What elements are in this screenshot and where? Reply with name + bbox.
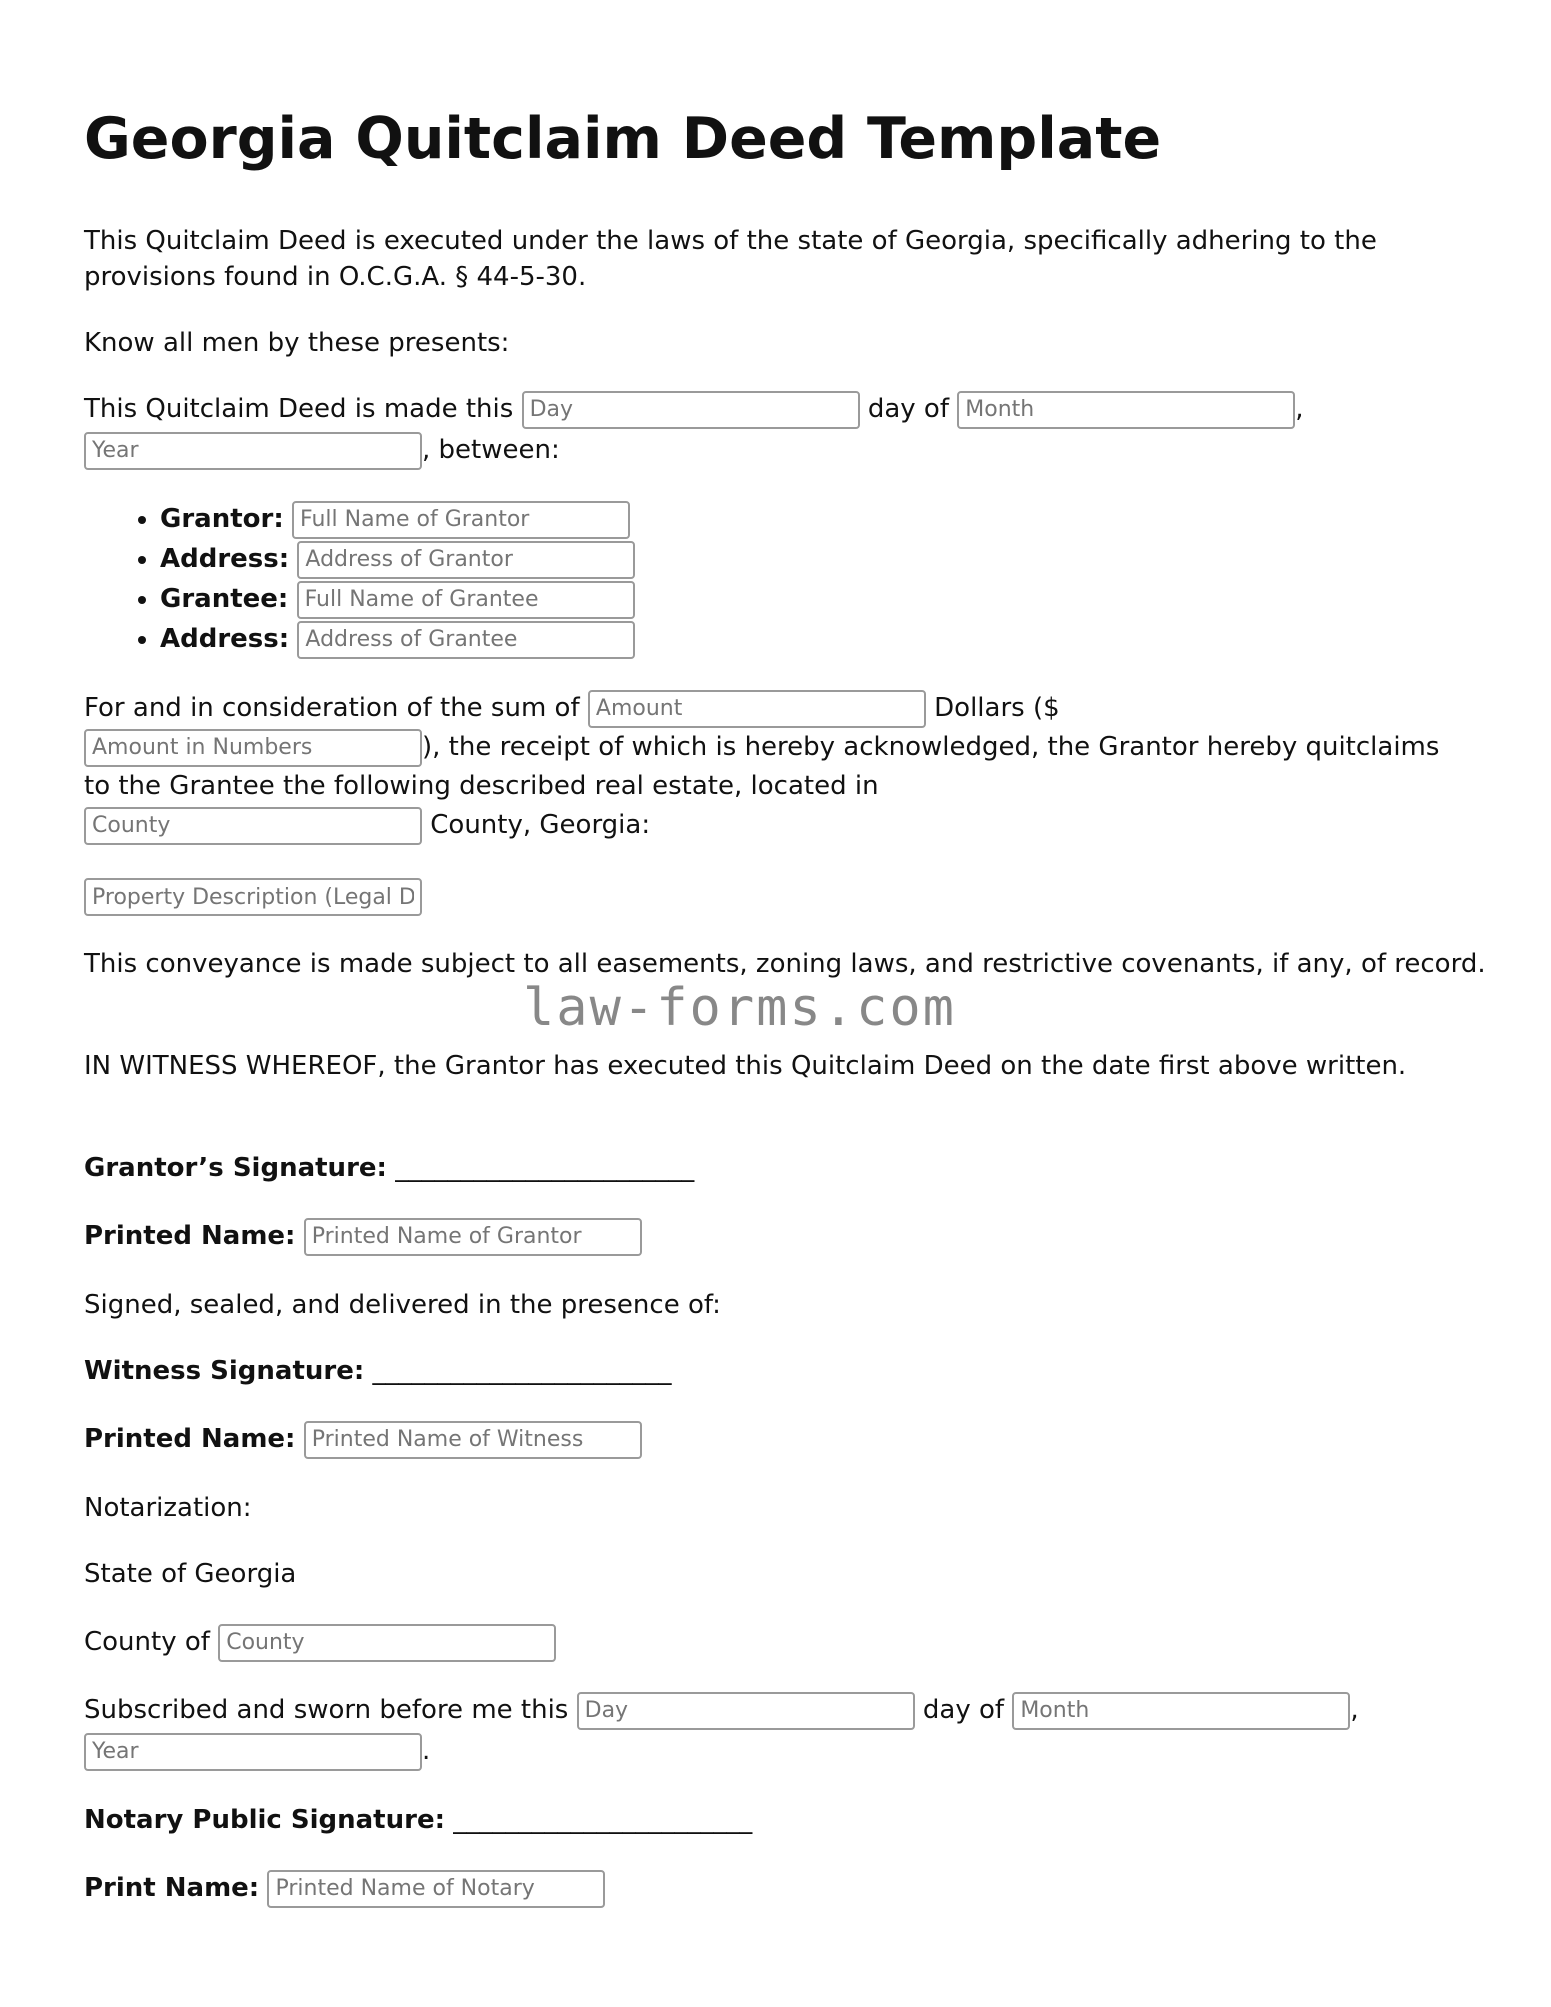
witness-printed-name (84, 1419, 1491, 1460)
consideration-prefix: For and in consideration of the sum of (84, 693, 580, 723)
comma: , (1295, 394, 1304, 424)
amount-input[interactable] (588, 690, 926, 728)
notary-printed-name-input[interactable] (267, 1870, 605, 1908)
notary-signature-label: Notary Public Signature: (84, 1805, 445, 1835)
county-georgia-text: County, Georgia: (430, 810, 651, 840)
party-grantee-address (160, 619, 635, 659)
printed-name-label: Printed Name: (84, 1424, 296, 1454)
know-all-men: Know all men by these presents: (84, 328, 510, 358)
state-text: State of Georgia (84, 1559, 297, 1589)
sworn-year-input[interactable] (84, 1733, 422, 1771)
witness-signature-line (84, 1353, 1491, 1389)
grantee-name-input[interactable] (297, 581, 635, 619)
consideration-middle: ), the receipt of which is hereby acknowledged, the Grantor hereby quitclaims to the Grantee the following described real estate, located in (84, 732, 1440, 801)
party-label: Grantee: (160, 584, 289, 614)
grantor-printed-name (84, 1216, 1491, 1257)
printed-name-label: Printed Name: (84, 1221, 296, 1251)
witness-paragraph: IN WITNESS WHEREOF, the Grantor has executed this Quitclaim Deed on the date first above written. (84, 1051, 1407, 1081)
party-label: Grantor: (160, 504, 284, 534)
party-grantor (160, 499, 635, 539)
grantor-signature-line (84, 1150, 1491, 1186)
party-label: Address: (160, 544, 290, 574)
signed-sealed-text: Signed, sealed, and delivered in the presence of: (84, 1290, 721, 1320)
parties-list (84, 499, 635, 659)
county-input[interactable] (84, 807, 422, 845)
date-prefix: This Quitclaim Deed is made this (84, 394, 514, 424)
notary-county-input[interactable] (218, 1624, 556, 1662)
between-text: , between: (422, 435, 560, 465)
date-paragraph (84, 389, 1491, 471)
print-name-label: Print Name: (84, 1873, 260, 1903)
page-title: Georgia Quitclaim Deed Template (84, 106, 1162, 172)
period: . (422, 1736, 431, 1766)
notarization-heading: Notarization: (84, 1493, 252, 1523)
grantor-printed-name-input[interactable] (304, 1218, 642, 1256)
comma: , (1350, 1695, 1359, 1725)
notary-printed-name (84, 1868, 1491, 1909)
signature-line: _______________________ (372, 1356, 672, 1386)
party-grantee (160, 579, 635, 619)
sworn-month-input[interactable] (1012, 1692, 1350, 1730)
grantor-address-input[interactable] (297, 541, 635, 579)
grantor-name-input[interactable] (292, 501, 630, 539)
sworn-day-input[interactable] (577, 1692, 915, 1730)
witness-signature-label: Witness Signature: (84, 1356, 365, 1386)
sworn-paragraph (84, 1690, 1491, 1772)
conveyance-paragraph: This conveyance is made subject to all easements, zoning laws, and restrictive covenants, if any, of record. (84, 949, 1486, 979)
month-input[interactable] (957, 391, 1295, 429)
watermark: law-forms.com (523, 978, 956, 1038)
county-of-label: County of (84, 1627, 210, 1657)
property-description-input[interactable] (84, 878, 422, 916)
intro-paragraph: This Quitclaim Deed is executed under the laws of the state of Georgia, specifically adhering to the provisions found in O.C.G.A. § 44-5-30. (84, 226, 1377, 292)
notary-signature-line (84, 1802, 1491, 1838)
grantor-signature-label: Grantor’s Signature: (84, 1153, 387, 1183)
grantee-address-input[interactable] (297, 621, 635, 659)
signature-line: _______________________ (395, 1153, 695, 1183)
signature-line: _______________________ (453, 1805, 753, 1835)
party-grantor-address (160, 539, 635, 579)
party-label: Address: (160, 624, 290, 654)
day-input[interactable] (522, 391, 860, 429)
day-of-text: day of (922, 1695, 1005, 1725)
dollars-text: Dollars ($ (934, 693, 1060, 723)
amount-numbers-input[interactable] (84, 729, 422, 767)
sworn-prefix: Subscribed and sworn before me this (84, 1695, 569, 1725)
witness-printed-name-input[interactable] (304, 1421, 642, 1459)
county-of-line (84, 1622, 1491, 1663)
property-description-block (84, 878, 1491, 916)
consideration-paragraph (84, 689, 1471, 845)
day-of-text: day of (867, 394, 949, 424)
year-input[interactable] (84, 432, 422, 470)
